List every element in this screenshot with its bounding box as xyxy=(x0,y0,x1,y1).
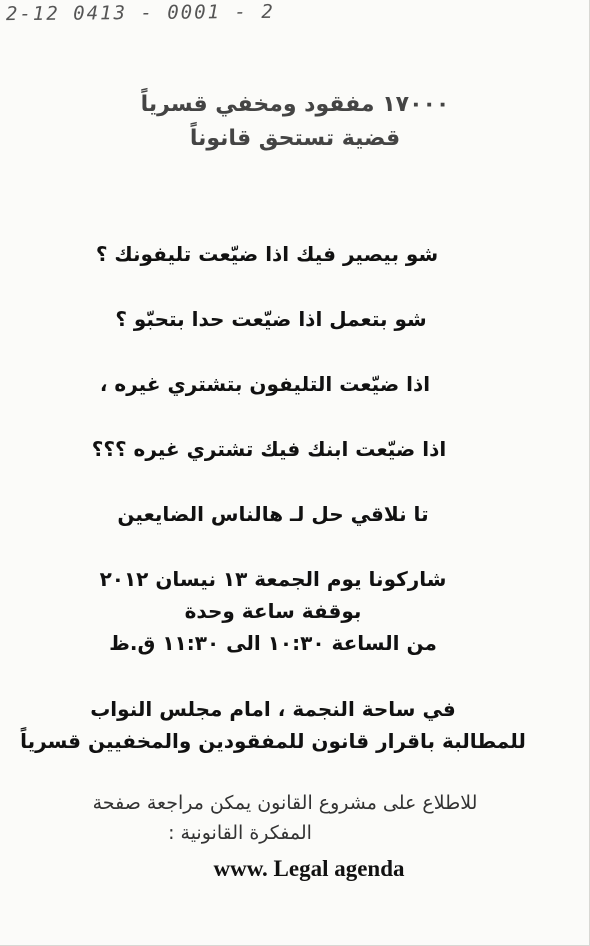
website-link: www. Legal agenda xyxy=(213,856,405,881)
handwritten-reference-number: 2-12 0413 - 0001 - 2 xyxy=(5,0,275,26)
event-date: شاركونا يوم الجمعة ١٣ نيسان ٢٠١٢ xyxy=(99,567,447,591)
event-location xyxy=(0,693,568,757)
event-activity: بوقفة ساعة وحدة xyxy=(184,599,362,623)
title-line-1: ١٧٠٠٠ مفقود ومخفي قسرياً xyxy=(140,92,450,117)
question-loved-one: شو بتعمل اذا ضيّعت حدا بتحبّو ؟ xyxy=(115,307,427,331)
question-buy-son: اذا ضيّعت ابنك فيك تشتري غيره ؟؟؟ xyxy=(91,437,447,461)
event-time: من الساعة ١٠:٣٠ الى ١١:٣٠ ق.ظ xyxy=(109,631,437,655)
location-demand: للمطالبة باقرار قانون للمفقودين والمخفيين قسرياً xyxy=(20,729,526,753)
question-phone: شو بيصير فيك اذا ضيّعت تليفونك ؟ xyxy=(95,242,439,266)
info-line-1: للاطلاع على مشروع القانون يمكن مراجعة صفحة xyxy=(92,792,478,814)
question-buy-phone: اذا ضيّعت التليفون بتشتري غيره ، xyxy=(99,372,431,396)
flyer-title xyxy=(0,88,590,156)
event-details xyxy=(0,563,568,659)
info-line-2: المفكرة القانونية : xyxy=(168,822,312,844)
law-info xyxy=(0,788,580,848)
location-place: في ساحة النجمة ، امام مجلس النواب xyxy=(90,697,456,721)
call-to-find-solution: تا نلاقي حل لـ هالناس الضايعين xyxy=(117,502,429,526)
title-line-2: قضية تستحق قانوناً xyxy=(189,126,401,151)
